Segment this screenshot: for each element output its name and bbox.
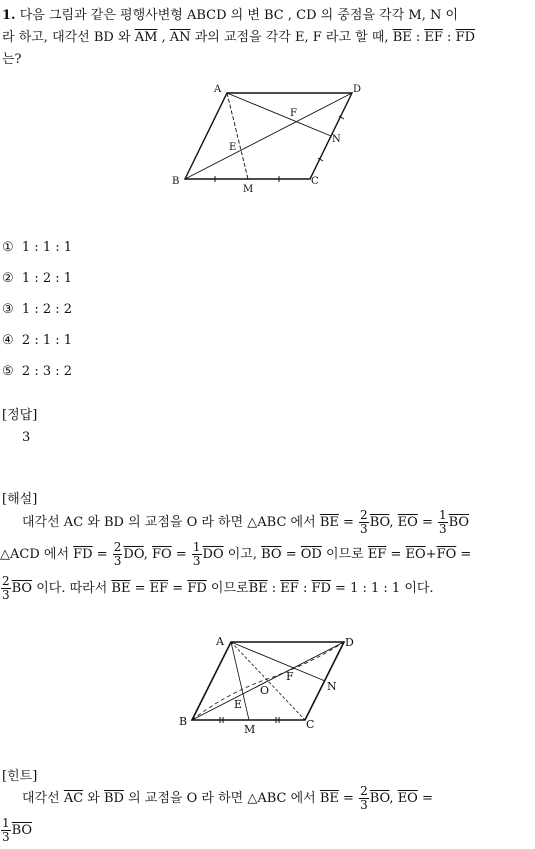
choice-4[interactable] xyxy=(2,333,72,348)
text: 대각선 xyxy=(22,791,60,806)
segment-eo: $\overline{EO}$ xyxy=(397,515,418,530)
segment-bo: $\overline{BO}$ xyxy=(261,547,282,562)
plus: + xyxy=(425,547,437,562)
choice-mark: ④ xyxy=(2,333,14,348)
segment-am: $\overline{AM}$ xyxy=(134,30,158,45)
eq: = xyxy=(92,547,112,562)
segment-eo: $\overline{EO}$ xyxy=(405,547,426,562)
segment-bo: $\overline{BO}$ xyxy=(11,581,33,596)
sep: , xyxy=(157,30,170,45)
segment-be: $\overline{BE}$ xyxy=(319,791,339,806)
eq: = xyxy=(168,581,188,596)
segment-fd: $\overline{FD}$ xyxy=(73,547,93,562)
label-n: N xyxy=(327,680,337,693)
segment-fd: $\overline{FD}$ xyxy=(455,30,476,45)
eq: = xyxy=(338,791,359,806)
label-d: D xyxy=(345,636,354,649)
eq: = xyxy=(338,515,359,530)
label-b: B xyxy=(172,176,180,187)
text: = 1 : 1 : 1 이다. xyxy=(330,581,434,596)
choice-5[interactable] xyxy=(2,364,72,379)
explanation-line-3 xyxy=(0,574,434,604)
eq: = xyxy=(386,547,406,562)
segment-ef: $\overline{EF}$ xyxy=(280,581,299,596)
segment-be: $\overline{BE}$ xyxy=(392,30,412,45)
fraction-1-3: $\frac{1}{3}$ xyxy=(2,816,10,844)
label-c: C xyxy=(306,718,315,731)
segment-do: $\overline{DO}$ xyxy=(123,547,144,562)
label-f: F xyxy=(290,108,297,119)
choice-text: 1 : 2 : 1 xyxy=(21,271,73,286)
segment-ac: $\overline{AC}$ xyxy=(63,791,84,806)
question-line-2 xyxy=(2,26,475,45)
label-e: E xyxy=(234,698,243,711)
text: △ACD 에서 xyxy=(0,547,70,562)
hint-line-2 xyxy=(0,816,32,846)
label-m: M xyxy=(243,184,254,195)
label-a: A xyxy=(214,84,222,95)
fraction-2-3: $\frac{2}{3}$ xyxy=(360,784,368,812)
segment-eo: $\overline{EO}$ xyxy=(397,791,418,806)
text: 의 교점을 O 라 하면 △ABC 에서 xyxy=(123,791,316,806)
label-n: N xyxy=(332,134,341,145)
segment-ef: $\overline{EF}$ xyxy=(149,581,169,596)
choice-1[interactable] xyxy=(2,240,72,255)
explanation-line-2 xyxy=(0,540,471,570)
segment-do: $\overline{DO}$ xyxy=(202,547,224,562)
parallelogram-figure-1 xyxy=(170,80,370,195)
label-o: O xyxy=(260,684,270,697)
fraction-2-3: $\frac{2}{3}$ xyxy=(2,574,10,602)
eq: = xyxy=(130,581,150,596)
text: 대각선 AC 와 BD 의 교점을 O 라 하면 △ABC 에서 xyxy=(22,515,316,530)
choice-text: 1 : 1 : 1 xyxy=(21,240,73,255)
label-d: D xyxy=(353,84,362,95)
segment-od: $\overline{OD}$ xyxy=(300,547,322,562)
segment-fo: $\overline{FO}$ xyxy=(436,547,457,562)
comma: , xyxy=(143,547,153,562)
comma: , xyxy=(389,515,398,530)
question-text-2a: 라 하고, 대각선 BD 와 xyxy=(2,30,131,45)
colon: : xyxy=(267,581,281,596)
segment-bo: $\overline{BO}$ xyxy=(11,823,33,838)
fraction-1-3: $\frac{1}{3}$ xyxy=(438,508,447,536)
choice-text: 1 : 2 : 2 xyxy=(21,302,73,317)
segment-bd: $\overline{BD}$ xyxy=(104,791,124,806)
segment-bo: $\overline{BO}$ xyxy=(448,515,470,530)
segment-fo: $\overline{FO}$ xyxy=(152,547,172,562)
label-a: A xyxy=(216,635,224,648)
text: 이므로 xyxy=(206,581,249,596)
fraction-1-3: $\frac{1}{3}$ xyxy=(192,540,201,568)
segment-bo: $\overline{BO}$ xyxy=(369,515,390,530)
choice-text: 2 : 1 : 1 xyxy=(21,333,73,348)
choice-text: 2 : 3 : 2 xyxy=(21,364,73,379)
question-line-3: 는? xyxy=(2,52,22,67)
text: 이므로 xyxy=(321,547,364,562)
choice-mark: ⑤ xyxy=(2,364,14,379)
choice-3[interactable] xyxy=(2,302,72,317)
segment-fd: $\overline{FD}$ xyxy=(187,581,207,596)
question-line-1 xyxy=(2,4,458,23)
eq: = xyxy=(281,547,301,562)
segment-bo: $\overline{BO}$ xyxy=(369,791,390,806)
colon: : xyxy=(298,581,312,596)
text: 이고, xyxy=(223,547,257,562)
label-m: M xyxy=(244,723,256,736)
eq: = xyxy=(456,547,472,562)
text: 이다. 따라서 xyxy=(32,581,108,596)
comma: , xyxy=(389,791,398,806)
colon: : xyxy=(411,30,425,45)
eq: = xyxy=(417,791,433,806)
answer-value: 3 xyxy=(22,430,31,445)
eq: = xyxy=(417,515,437,530)
choice-mark: ① xyxy=(2,240,14,255)
parallelogram-figure-2 xyxy=(178,632,368,740)
choice-2[interactable] xyxy=(2,271,72,286)
label-b: B xyxy=(179,715,188,728)
text: 와 xyxy=(83,791,104,806)
choice-mark: ③ xyxy=(2,302,14,317)
fraction-2-3: $\frac{2}{3}$ xyxy=(113,540,122,568)
explanation-heading: [해설] xyxy=(2,492,38,507)
question-text-2b: 과의 교점을 각각 E, F 라고 할 때, xyxy=(190,30,389,45)
explanation-line-1 xyxy=(22,508,469,538)
segment-ef: $\overline{EF}$ xyxy=(424,30,443,45)
question-text-1: 다음 그림과 같은 평행사변형 ABCD 의 변 BC , CD 의 중점을 각각 M, N 이 xyxy=(19,8,459,23)
segment-be: $\overline{BE}$ xyxy=(111,581,131,596)
colon: : xyxy=(442,30,456,45)
choice-mark: ② xyxy=(2,271,14,286)
hint-heading: [힌트] xyxy=(2,769,38,784)
segment-ef: $\overline{EF}$ xyxy=(367,547,387,562)
fraction-2-3: $\frac{2}{3}$ xyxy=(360,508,368,536)
label-f: F xyxy=(286,670,294,683)
answer-heading: [정답] xyxy=(2,408,38,423)
hint-line-1 xyxy=(22,784,433,814)
segment-an: $\overline{AN}$ xyxy=(169,30,191,45)
segment-fd: $\overline{FD}$ xyxy=(311,581,331,596)
label-e: E xyxy=(229,142,237,153)
segment-be: $\overline{BE}$ xyxy=(248,581,268,596)
question-number: 1. xyxy=(2,8,16,23)
segment-be: $\overline{BE}$ xyxy=(319,515,339,530)
eq: = xyxy=(171,547,191,562)
label-c: C xyxy=(311,176,319,187)
